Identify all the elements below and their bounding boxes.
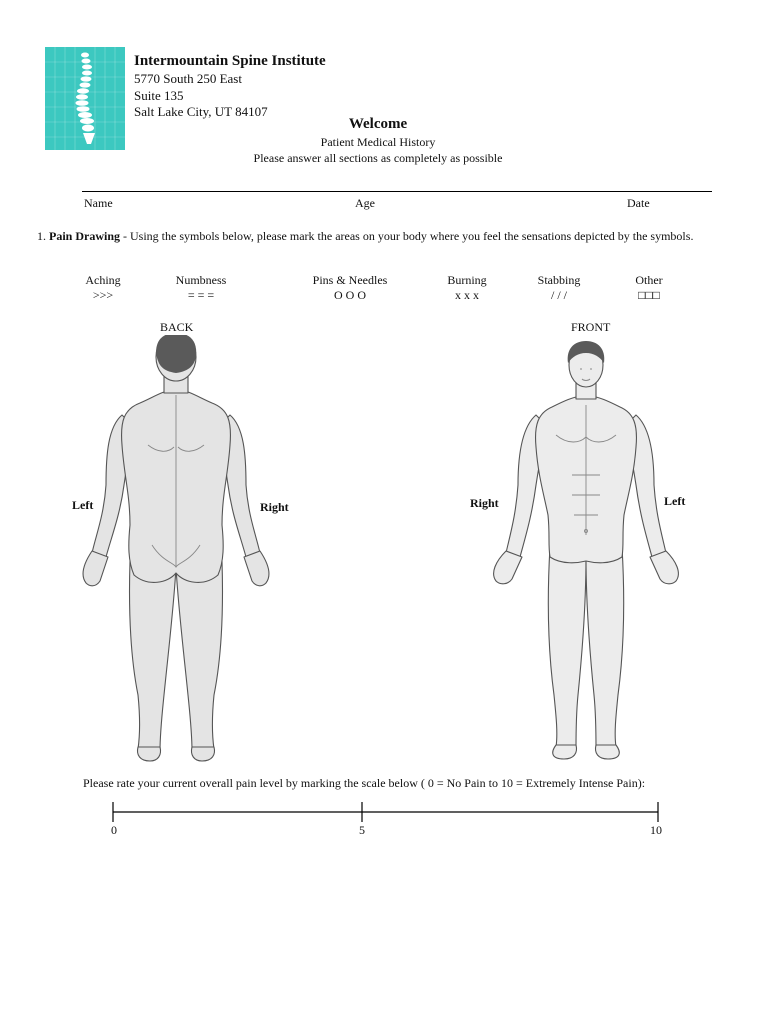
front-view-label: FRONT <box>571 320 611 334</box>
name-age-date-line[interactable] <box>82 191 712 192</box>
symbol-mark: = = = <box>187 288 215 302</box>
question-title: Pain Drawing <box>49 229 121 243</box>
question-body: - Using the symbols below, please mark the areas on your body where you feel the sensations depicted by the symbols. <box>120 229 694 243</box>
name-field-label: Name <box>84 196 113 210</box>
back-view-label: BACK <box>160 320 194 334</box>
front-right-label: Right <box>470 496 499 510</box>
pain-scale-instruction: Please rate your current overall pain level by marking the scale below ( 0 = No Pain to 10 = Extremely Intense Pain): <box>83 776 646 790</box>
symbol-mark: O O O <box>334 288 366 302</box>
pain-scale-max: 10 <box>650 823 662 837</box>
question-number: 1. <box>37 229 46 243</box>
symbol-label: Other <box>635 273 663 287</box>
back-right-label: Right <box>260 500 289 514</box>
symbol-mark: / / / <box>550 288 567 302</box>
pain-scale-min: 0 <box>111 823 117 837</box>
question-1-text <box>37 228 717 244</box>
symbol-label: Pins & Needles <box>312 273 388 287</box>
pain-scale-mid: 5 <box>359 823 365 837</box>
back-left-label: Left <box>72 498 94 512</box>
pain-scale-line[interactable] <box>105 800 665 824</box>
symbol-burning <box>435 273 499 303</box>
address-city: Salt Lake City, UT 84107 <box>134 104 268 119</box>
date-field-label: Date <box>627 196 650 210</box>
form-subtitle: Patient Medical History <box>320 135 436 149</box>
age-field-label: Age <box>355 196 375 210</box>
symbol-pins-needles <box>300 273 400 303</box>
symbol-numbness <box>166 273 236 303</box>
symbol-mark: □□□ <box>638 288 660 302</box>
symbol-mark: x x x <box>455 288 479 302</box>
symbol-label: Burning <box>447 273 487 287</box>
form-instruction: Please answer all sections as completely as possible <box>253 151 503 165</box>
symbol-other <box>620 273 678 303</box>
front-left-label: Left <box>664 494 686 508</box>
institute-name: Intermountain Spine Institute <box>134 53 326 69</box>
symbol-label: Numbness <box>175 273 227 287</box>
symbol-label: Stabbing <box>537 273 581 287</box>
symbol-aching <box>73 273 133 303</box>
symbol-mark: >>> <box>92 288 114 302</box>
symbol-stabbing <box>526 273 592 303</box>
address-suite: Suite 135 <box>134 88 184 103</box>
welcome-heading: Welcome <box>348 116 408 132</box>
front-body-figure[interactable] <box>488 335 684 765</box>
symbol-label: Aching <box>85 273 121 287</box>
address-street: 5770 South 250 East <box>134 71 242 86</box>
back-body-figure[interactable] <box>78 335 274 765</box>
